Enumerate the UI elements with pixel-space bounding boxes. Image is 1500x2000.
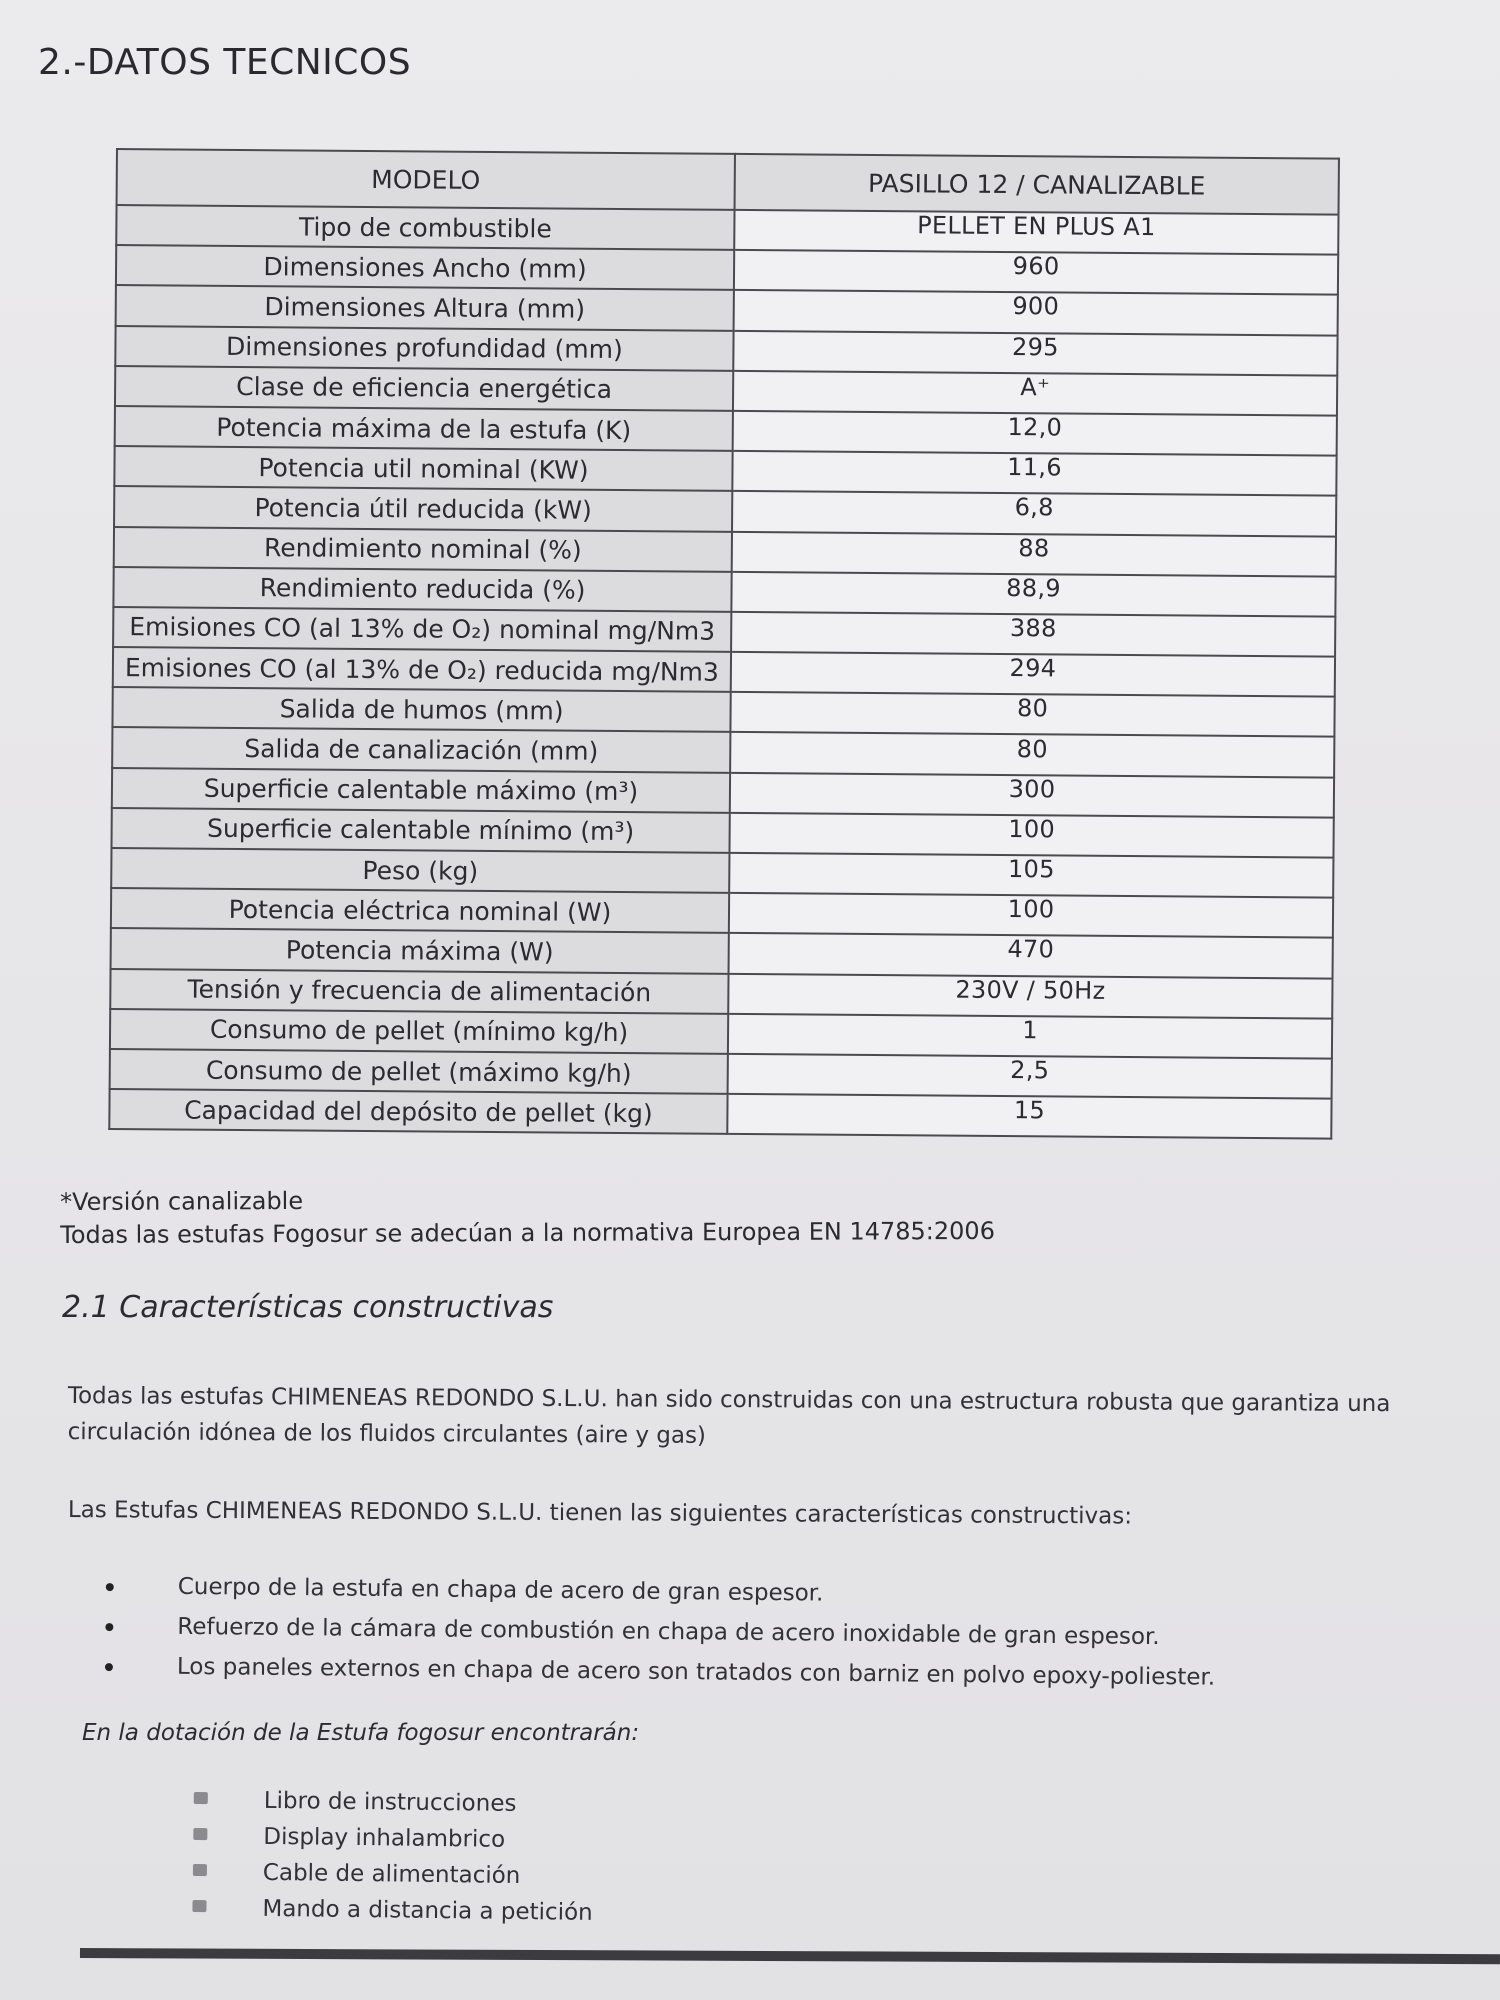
list-item-text: Los paneles externos en chapa de acero son tratados con barniz en polvo epoxy-poliester. [176, 1653, 1216, 1691]
spec-value-text: 470 [1007, 935, 1055, 964]
spec-label-cell: Salida de humos (mm) [112, 687, 730, 732]
spec-label-cell: Potencia util nominal (KW) [114, 446, 732, 491]
spec-value-text: A⁺ [1020, 372, 1051, 402]
header-model-label: MODELO [117, 149, 735, 210]
spec-label-cell: Potencia máxima de la estufa (K) [115, 406, 733, 451]
spec-value-cell [732, 531, 1336, 576]
spec-value-text: 100 [1007, 895, 1055, 924]
spec-label-cell: Rendimiento nominal (%) [114, 526, 732, 571]
spec-value-text: PELLET EN PLUS A1 [917, 211, 1156, 242]
spec-value-cell [728, 1014, 1332, 1059]
list-item [193, 1818, 594, 1859]
spec-value-text: 388 [1009, 614, 1057, 643]
spec-value-cell [728, 973, 1332, 1018]
spec-value-cell [731, 612, 1335, 657]
version-note: *Versión canalizable [60, 1186, 304, 1216]
spec-value-cell [731, 572, 1335, 617]
spec-label-cell: Consumo de pellet (mínimo kg/h) [110, 1009, 728, 1054]
bullet-icon [105, 1663, 113, 1671]
table-header-row [117, 149, 1339, 215]
spec-value-text: 88,9 [1006, 573, 1061, 603]
spec-value-cell [730, 732, 1334, 777]
spec-label-cell: Potencia útil reducida (kW) [114, 486, 732, 531]
spec-label-cell: Superficie calentable máximo (m³) [112, 768, 730, 813]
spec-value-text: 105 [1007, 855, 1055, 884]
spec-value-cell [733, 330, 1337, 375]
kit-intro: En la dotación de la Estufa fogosur encontrarán: [82, 1720, 640, 1746]
spec-value-cell [728, 1054, 1332, 1099]
footer-divider [80, 1948, 1500, 1964]
subsection-title: 2.1 Características constructivas [62, 1290, 554, 1325]
spec-label-cell: Potencia máxima (W) [111, 928, 729, 973]
spec-value-text: 295 [1011, 332, 1059, 362]
spec-label-cell: Tipo de combustible [116, 205, 734, 250]
checkbox-icon [192, 1900, 206, 1912]
spec-value-text: 6,8 [1014, 493, 1054, 522]
spec-value-cell [729, 933, 1333, 978]
spec-value-cell [732, 491, 1336, 536]
spec-label-cell: Superficie calentable mínimo (m³) [112, 808, 730, 853]
spec-label-cell: Emisiones CO (al 13% de O₂) nominal mg/Nm3 [113, 607, 731, 652]
spec-label-cell: Emisiones CO (al 13% de O₂) reducida mg/Nm3 [113, 647, 731, 692]
list-item-text: Mando a distancia a petición [262, 1895, 593, 1926]
spec-value-text: 960 [1012, 252, 1060, 281]
technical-data-table [108, 148, 1340, 1140]
spec-label-cell: Tensión y frecuencia de alimentación [110, 969, 728, 1014]
spec-label-cell: Salida de canalización (mm) [112, 727, 730, 772]
spec-value-text: 2,5 [1010, 1056, 1050, 1085]
spec-value-text: 12,0 [1007, 413, 1063, 442]
table-notes [60, 1182, 995, 1252]
list-item-text: Cable de alimentación [262, 1859, 521, 1889]
spec-value-text: 80 [1016, 694, 1049, 723]
spec-value-cell [734, 210, 1338, 255]
spec-value-cell [727, 1094, 1331, 1139]
header-model-value: PASILLO 12 / CANALIZABLE [735, 154, 1339, 215]
spec-value-cell [733, 411, 1337, 456]
spec-label-cell: Clase de eficiencia energética [115, 366, 733, 411]
list-item-text: Libro de instrucciones [263, 1787, 517, 1817]
norm-note: Todas las estufas Fogosur se adecúan a la normativa Europea EN 14785:2006 [60, 1216, 996, 1249]
construction-paragraph: Todas las estufas CHIMENEAS REDONDO S.L.U. han sido construidas con una estructura robusta que garantiza una circulación idónea de los fluidos circulantes (aire y gas) [67, 1382, 1391, 1449]
spec-value-cell [731, 652, 1335, 697]
spec-value-text: 100 [1008, 814, 1056, 844]
spec-value-cell [729, 893, 1333, 938]
features-intro-paragraph: Las Estufas CHIMENEAS REDONDO S.L.U. tienen las siguientes características constructivas: [67, 1496, 1133, 1530]
spec-label-cell: Dimensiones profundidad (mm) [115, 326, 733, 371]
spec-value-cell [730, 772, 1334, 817]
spec-label-cell: Dimensiones Altura (mm) [116, 285, 734, 330]
spec-value-cell [733, 371, 1337, 416]
spec-value-text: 900 [1012, 292, 1060, 321]
spec-value-cell [734, 250, 1338, 295]
list-item [192, 1890, 593, 1931]
spec-value-cell [729, 813, 1333, 858]
list-item [194, 1782, 595, 1823]
spec-value-text: 80 [1016, 734, 1048, 763]
spec-value-text: 230V / 50Hz [955, 975, 1106, 1005]
features-list [99, 1566, 1216, 1698]
spec-value-text: 1 [1022, 1015, 1038, 1045]
spec-value-text: 15 [1013, 1096, 1046, 1125]
section-heading: 2.-DATOS TECNICOS [38, 42, 412, 83]
spec-label-cell: Rendimiento reducida (%) [113, 567, 731, 612]
list-item-text: Refuerzo de la cámara de combustión en chapa de acero inoxidable de gran espesor. [177, 1613, 1160, 1651]
kit-list [192, 1782, 594, 1931]
spec-value-text: 300 [1008, 774, 1056, 804]
spec-label-cell: Dimensiones Ancho (mm) [116, 245, 734, 290]
spec-value-cell [730, 692, 1334, 737]
spec-label-cell: Capacidad del depósito de pellet (kg) [109, 1089, 727, 1134]
list-item-text: Display inhalambrico [263, 1823, 506, 1853]
spec-value-cell [729, 853, 1333, 898]
spec-label-cell: Consumo de pellet (máximo kg/h) [110, 1049, 728, 1094]
table-row [109, 1089, 1331, 1139]
spec-value-text: 88 [1018, 533, 1050, 562]
checkbox-icon [194, 1792, 208, 1804]
list-item [193, 1854, 594, 1895]
spec-label-cell: Peso (kg) [111, 848, 729, 893]
checkbox-icon [193, 1864, 207, 1876]
spec-label-cell: Potencia eléctrica nominal (W) [111, 888, 729, 933]
bullet-icon [105, 1623, 113, 1631]
spec-value-cell [732, 451, 1336, 496]
spec-value-text: 11,6 [1007, 453, 1062, 482]
spec-value-text: 294 [1009, 654, 1057, 683]
checkbox-icon [193, 1828, 207, 1840]
table-body [109, 205, 1338, 1139]
spec-value-cell [734, 290, 1338, 335]
list-item-text: Cuerpo de la estufa en chapa de acero de gran espesor. [177, 1573, 824, 1607]
bullet-icon [106, 1583, 114, 1591]
